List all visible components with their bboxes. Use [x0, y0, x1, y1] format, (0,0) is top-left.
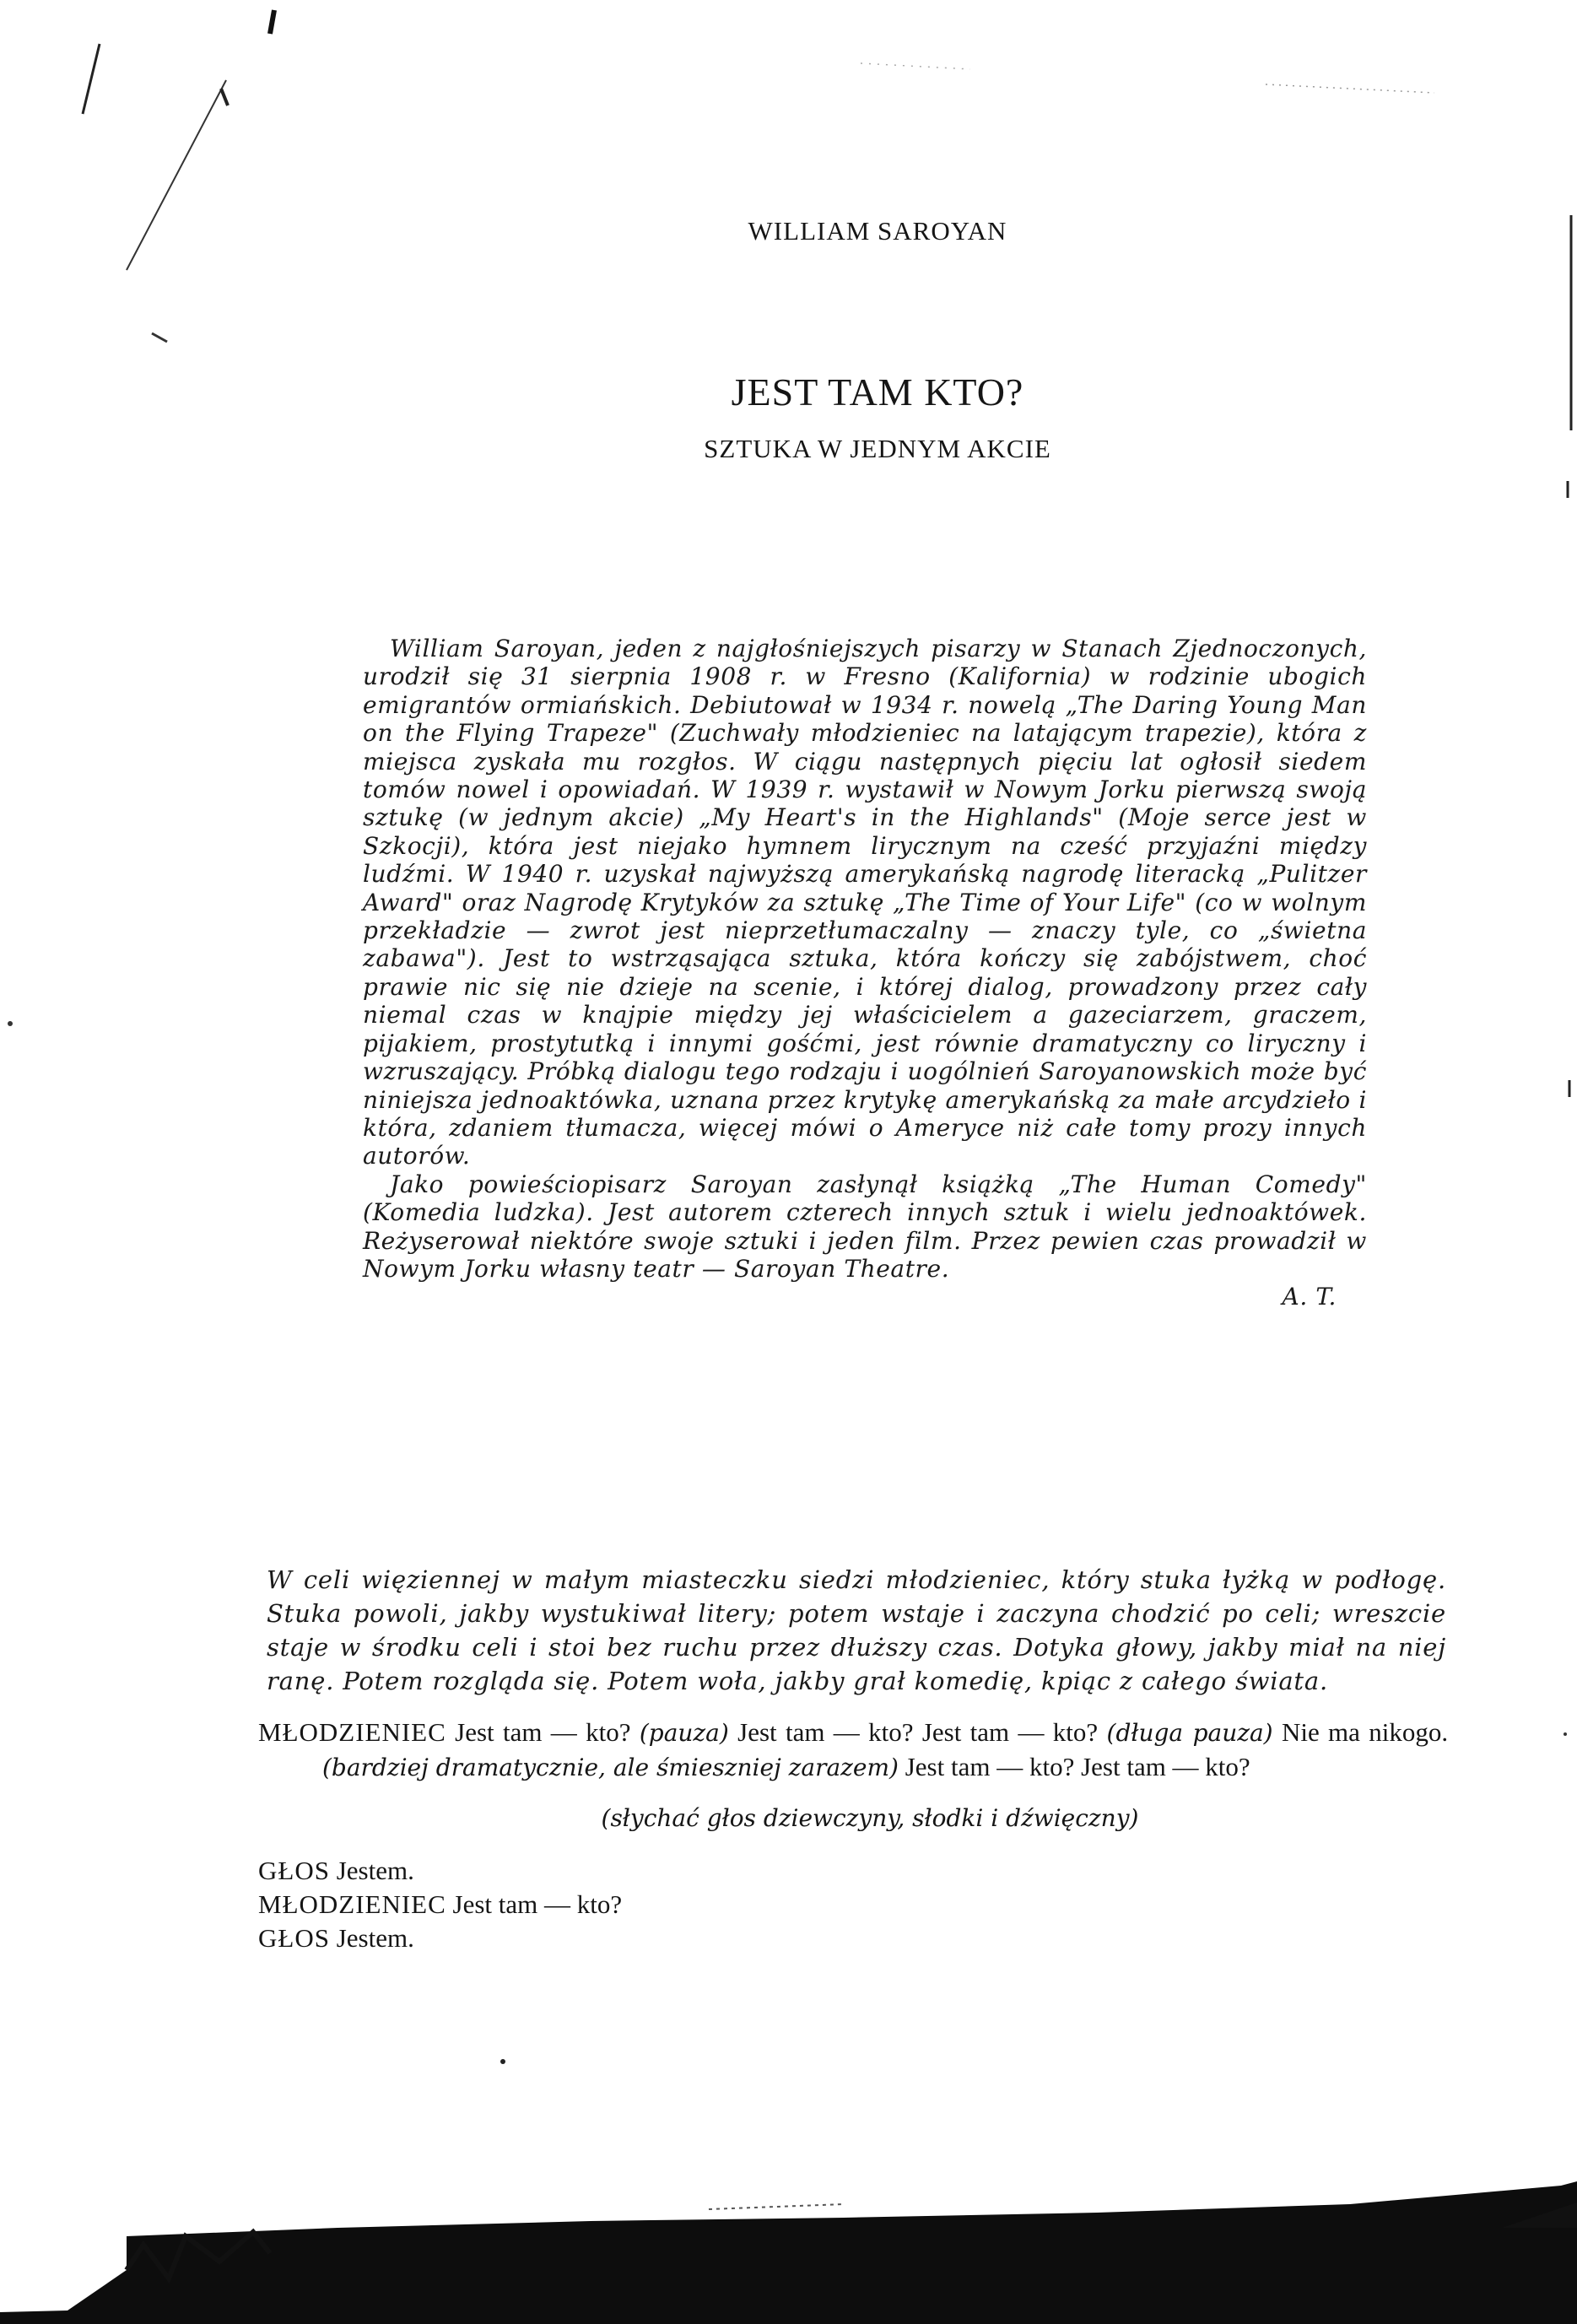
speaker-name: GŁOS: [258, 1923, 330, 1953]
intro-signature: A. T.: [1282, 1283, 1337, 1311]
intro-paragraph-1: William Saroyan, jeden z najgłośniejszych pisarzy w Stanach Zjednoczonych, urodził się 31 sierpnia 1908 r. w Fresno (Kalifornia) w rodzinie ubogich emigrantów ormiańskich. Debiutował w 1934 r. nowelą „The Daring Young Man on the Flying Trapeze" (Zuchwały młodzieniec na latającym trapezie), która z miejsca zyskała mu rozgłos. W ciągu następnych pięciu lat ogłosił siedem tomów nowel i opowiadań. W 1939 r. wystawił w Nowym Jorku pierwszą swoją sztukę (w jednym akcie) „My Heart's in the Highlands" (Moje serce jest w Szkocji), która jest niejako hymnem lirycznym na cześć przyjaźni między ludźmi. W 1940 r. uzyskał najwyższą amerykańską nagrodę literacką „Pulitzer Award" oraz Nagrodę Krytyków za sztukę „The Time of Your Life" (co w wolnym przekładzie — zwrot jest nieprzetłumaczalny — znaczy tyle, co „świetna zabawa"). Jest to wstrząsająca sztuka, która kończy się zabójstwem, choć prawie nic się nie dzieje na scenie, i której dialog, prowadzony przez cały niemal czas w knajpie między jej właścicielem a gazeciarzem, graczem, pijakiem, prostytutką i innymi gośćmi, jest równie dramatyczny co liryczny i wzruszający. Próbką dialogu tego rodzaju i uogólnień Saroyanowskich może być niniejsza jednoaktówka, uznana przez krytykę amerykańską za małe arcydzieło i która, zdaniem tłumacza, więcej mówi o Ameryce niż całe tomy prozy innych autorów.: [363, 635, 1367, 1170]
intro-section: [363, 635, 1367, 1311]
dialogue-line: [258, 1921, 1448, 1955]
spoken-text: Jest tam — kto?: [452, 1889, 623, 1919]
inline-direction: (pauza): [639, 1719, 729, 1747]
dialogue-line: [258, 1716, 1448, 1785]
intro-paragraph-2: Jako powieściopisarz Saroyan zasłynął książką „The Human Comedy" (Komedia ludzka). Jest autorem czterech innych sztuk i wielu jednoaktówek. Reżyserował niektóre swoje sztuki i jeden film. Przez pewien czas prowadził w Nowym Jorku własny teatr — Saroyan Theatre.: [363, 1170, 1367, 1283]
page-title: JEST TAM KTO?: [731, 370, 1024, 413]
page-subtitle: SZTUKA W JEDNYM AKCIE: [704, 434, 1051, 463]
spoken-text: Jest tam — kto?: [455, 1717, 631, 1747]
spoken-text: Jest tam — kto? Jest tam — kto?: [737, 1717, 1099, 1747]
stage-direction: W celi więziennej w małym miasteczku siedzi młodzieniec, który stuka łyżką w podłogę. Stuka powoli, jakby wystukiwał litery; potem wstaje i zaczyna chodzić po celi; wreszcie staje w środku celi i stoi bez ruchu przez dłuższy czas. Dotyka głowy, jakby miał na niej ranę. Potem rozgląda się. Potem woła, jakby grał komedię, kpiąc z całego świata.: [267, 1565, 1446, 1695]
spoken-text: Jestem.: [336, 1923, 414, 1953]
speaker-name: MŁODZIENIEC: [258, 1889, 446, 1919]
centered-stage-direction: (słychać głos dziewczyny, słodki i dźwięczny): [601, 1804, 1139, 1832]
author-name: WILLIAM SAROYAN: [748, 216, 1007, 246]
dialogue-line: [258, 1888, 1448, 1921]
spoken-text: Jestem.: [336, 1856, 414, 1885]
dialogue-section: [258, 1716, 1448, 1955]
inline-direction: (bardziej dramatycznie, ale śmieszniej zarazem): [322, 1754, 899, 1781]
spoken-text: Jest tam — kto? Jest tam — kto?: [905, 1752, 1250, 1781]
inline-direction: (długa pauza): [1106, 1719, 1273, 1747]
spoken-text: Nie ma nikogo.: [1281, 1717, 1449, 1747]
speaker-name: GŁOS: [258, 1856, 330, 1885]
speaker-name: MŁODZIENIEC: [258, 1717, 446, 1747]
dialogue-line: [258, 1854, 1448, 1888]
